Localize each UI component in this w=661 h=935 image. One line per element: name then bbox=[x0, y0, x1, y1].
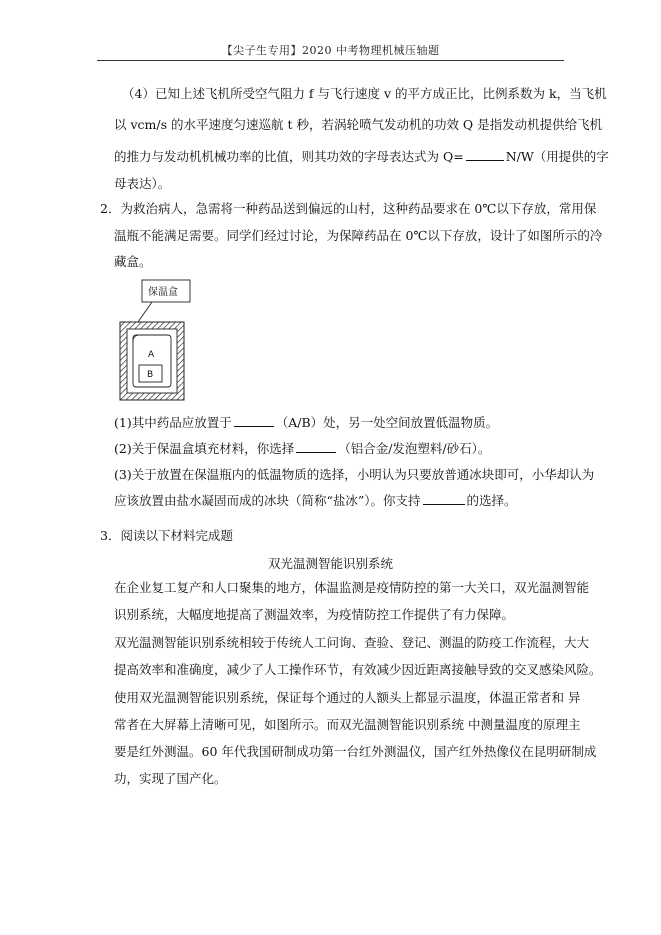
page-header: 【尖子生专用】2020 中考物理机械压轴题 bbox=[221, 44, 440, 57]
q2-sub2-text: (2)关于保温盒填充材料，你选择 bbox=[114, 441, 295, 456]
cooler-box-figure bbox=[112, 272, 192, 402]
q2-sub3-text: 应该放置由盐水凝固而成的冰块（简称“盐冰”）。你支持 bbox=[114, 493, 421, 508]
q3-p2-line6: 功，实现了国产化。 bbox=[114, 771, 227, 786]
q1-part4-line3 bbox=[114, 148, 609, 165]
q2-sub1-text: (1)其中药品应放置于 bbox=[114, 415, 232, 430]
q3-intro: 阅读以下材料完成题 bbox=[120, 528, 233, 543]
q3-p2-line5: 要是红外测温。60 年代我国研制成功第一台红外测温仪，国产红外热像仪在昆明研制成 bbox=[114, 744, 597, 759]
label-a: A bbox=[148, 350, 155, 360]
q1-part4-line4: 母表达）。 bbox=[114, 176, 171, 191]
q2-sub1 bbox=[114, 414, 498, 431]
q2-number: 2． bbox=[100, 201, 121, 216]
q3-intro-line bbox=[100, 528, 233, 544]
q3-number: 3． bbox=[100, 528, 121, 543]
callout-label: 保温盒 bbox=[148, 287, 178, 298]
answer-blank[interactable] bbox=[234, 414, 274, 427]
q2-sub3-suffix: 的选择。 bbox=[466, 493, 517, 508]
header-divider bbox=[97, 60, 564, 61]
q3-p2-line1: 双光温测智能识别系统相较于传统人工问询、查验、登记、测温的防疫工作流程，大大 bbox=[114, 635, 590, 650]
q3-p2-line3: 使用双光温测智能识别系统，保证每个通过的人额头上都显示温度，体温正常者和 异 bbox=[114, 690, 581, 705]
label-b: B bbox=[147, 370, 154, 380]
q3-p1-line1: 在企业复工复产和人口聚集的地方，体温监测是疫情防控的第一大关口，双光温测智能 bbox=[114, 580, 590, 595]
q2-line2: 温瓶不能满足需要。同学们经过讨论，为保障药品在 0℃以下存放，设计了如图所示的冷 bbox=[114, 228, 603, 243]
q3-p1-line2: 识别系统，大幅度地提高了测温效率，为疫情防控工作提供了有力保障。 bbox=[114, 607, 515, 622]
q1-part4-line1: （4）已知上述飞机所受空气阻力 f 与飞行速度 v 的平方成正比，比例系数为 k，当飞机 bbox=[122, 86, 607, 101]
answer-blank[interactable] bbox=[466, 148, 504, 161]
q2-sub1-suffix: （A/B）处，另一处空间放置低温物质。 bbox=[275, 415, 499, 430]
q3-p2-line4: 常者在大屏幕上清晰可见，如图所示。而双光温测智能识别系统 中测量温度的原理主 bbox=[114, 717, 581, 732]
callout-box bbox=[138, 280, 190, 324]
q2-sub2-suffix: （铝合金/发泡塑料/砂石）。 bbox=[338, 441, 491, 456]
q2-line3: 藏盒。 bbox=[114, 254, 152, 269]
q1-part4-line2: 以 vcm/s 的水平速度匀速巡航 t 秒，若涡轮喷气发动机的功效 Q 是指发动机提供给飞机 bbox=[114, 117, 603, 132]
q2-sub3-line1: (3)关于放置在保温瓶内的低温物质的选择，小明认为只要放普通冰块即可，小华却认为 bbox=[114, 467, 595, 482]
answer-blank[interactable] bbox=[296, 440, 336, 453]
article-title: 双光温测智能识别系统 bbox=[267, 556, 393, 571]
q3-p2-line2: 提高效率和准确度，减少了人工操作环节，有效减少因近距离接触导致的交叉感染风险。 bbox=[114, 662, 602, 677]
q2-sub3-line2 bbox=[114, 492, 517, 509]
q2-text-line1: 为救治病人，急需将一种药品送到偏远的山村，这种药品要求在 0℃以下存放，常用保 bbox=[120, 201, 597, 216]
q2-line1 bbox=[100, 201, 596, 217]
answer-blank[interactable] bbox=[423, 492, 465, 505]
q1-part4-line3-text: 的推力与发动机机械功率的比值，则其功效的字母表达式为 Q= bbox=[114, 149, 464, 164]
q1-part4-line3-suffix: N/W（用提供的字 bbox=[505, 149, 609, 164]
q2-sub2 bbox=[114, 440, 490, 457]
